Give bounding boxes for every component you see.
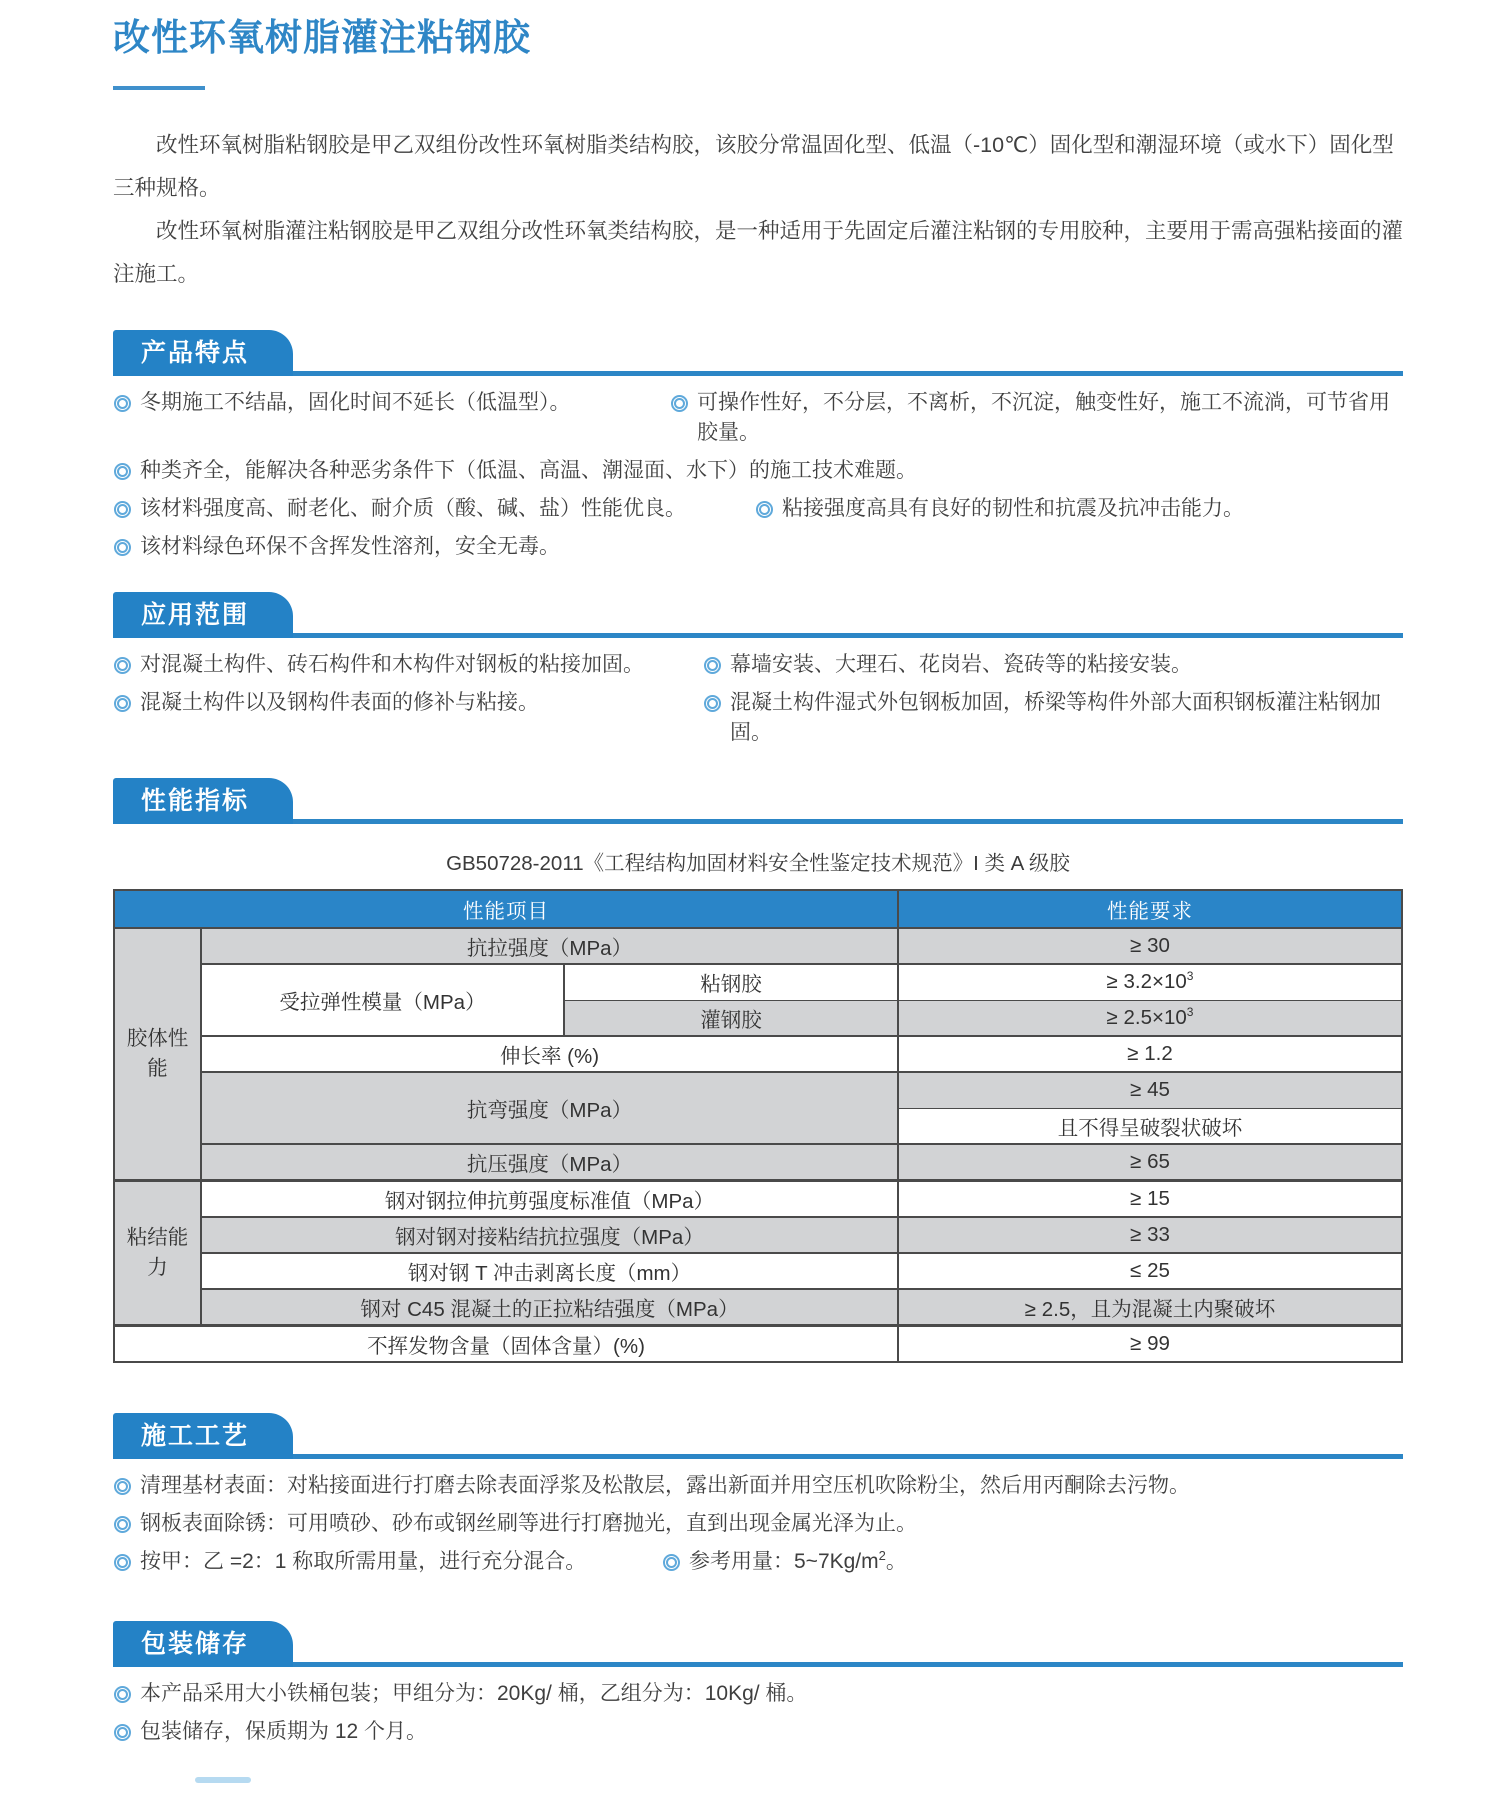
property-cell: 受拉弹性模量（MPa） xyxy=(201,964,564,1036)
bullseye-icon xyxy=(671,395,688,412)
sub-property-cell: 粘钢胶 xyxy=(564,964,898,1000)
group-cell-bonding-ability: 粘结能力 xyxy=(114,1181,201,1326)
bullseye-icon xyxy=(114,1554,131,1571)
bullet-text: 种类齐全，能解决各种恶劣条件下（低温、高温、潮湿面、水下）的施工技术难题。 xyxy=(140,459,917,482)
list-row xyxy=(113,456,1403,486)
bullet-text-usage: 参考用量：$5\sim 7Kg/m^2$。 xyxy=(689,1548,907,1573)
bullseye-icon xyxy=(704,657,721,674)
bullet-text: 本产品采用大小铁桶包装；甲组分为：20Kg/ 桶，乙组分为：10Kg/ 桶。 xyxy=(140,1682,808,1705)
page-title: 改性环氧树脂灌注粘钢胶 xyxy=(113,17,531,58)
property-cell: 钢对 C45 混凝土的正拉粘结强度（MPa） xyxy=(201,1289,898,1326)
bullet-text: 清理基材表面：对粘接面进行打磨去除表面浮浆及松散层，露出新面并用空压机吹除粉尘，然后用丙酮除去污物。 xyxy=(140,1474,1190,1497)
intro-block xyxy=(113,124,1403,296)
list-item xyxy=(703,688,1403,748)
section-process xyxy=(113,1413,1403,1577)
bullseye-icon xyxy=(114,1724,131,1741)
list-item xyxy=(113,456,917,486)
table-row xyxy=(114,1181,1402,1218)
list-item xyxy=(662,1547,907,1577)
bullet-text: 该材料强度高、耐老化、耐介质（酸、碱、盐）性能优良。 xyxy=(140,497,686,520)
table-header-row xyxy=(114,890,1402,928)
list-item xyxy=(670,388,1403,448)
list-row xyxy=(113,688,1403,748)
section-header-packaging xyxy=(113,1621,1403,1667)
features-list xyxy=(113,388,1403,562)
section-header-features xyxy=(113,330,1403,376)
section-performance xyxy=(113,778,1403,1363)
list-item xyxy=(113,1717,427,1747)
property-cell: 钢对钢拉伸抗剪强度标准值（MPa） xyxy=(201,1181,898,1218)
bullseye-icon xyxy=(663,1554,680,1571)
requirement-cell: ≥ 45 xyxy=(898,1072,1402,1108)
superscript: 3 xyxy=(1186,969,1194,984)
requirement-cell: ≤ 25 xyxy=(898,1253,1402,1289)
list-row xyxy=(113,532,1403,562)
performance-table xyxy=(113,889,1403,1363)
section-badge-packaging: 包装储存 xyxy=(113,1621,293,1667)
bullet-text: 混凝土构件以及钢构件表面的修补与粘接。 xyxy=(140,691,539,714)
list-row xyxy=(113,494,1403,524)
section-badge-applications: 应用范围 xyxy=(113,592,293,638)
table-row xyxy=(114,1253,1402,1289)
process-list xyxy=(113,1471,1403,1577)
list-item xyxy=(703,650,1192,680)
requirement-cell: ≥ 30 xyxy=(898,928,1402,964)
sub-property-cell: 灌钢胶 xyxy=(564,1000,898,1036)
column-header-requirement: 性能要求 xyxy=(898,890,1402,928)
superscript: 2 xyxy=(878,1548,886,1563)
bullseye-icon xyxy=(114,463,131,480)
requirement-cell: ≥ 33 xyxy=(898,1217,1402,1253)
column-header-item: 性能项目 xyxy=(114,890,898,928)
list-item xyxy=(113,494,755,524)
property-cell: 钢对钢对接粘结抗拉强度（MPa） xyxy=(201,1217,898,1253)
bullseye-icon xyxy=(704,695,721,712)
property-cell: 伸长率 (%) xyxy=(201,1036,898,1072)
bullseye-icon xyxy=(114,539,131,556)
list-item xyxy=(113,650,703,680)
section-badge-features: 产品特点 xyxy=(113,330,293,376)
cut-off-next-section-badge xyxy=(195,1777,251,1783)
table-row xyxy=(114,964,1402,1000)
section-rule xyxy=(293,819,1403,824)
list-item xyxy=(113,1471,1190,1501)
property-cell: 抗拉强度（MPa） xyxy=(201,928,898,964)
bullet-text: 包装储存，保质期为 12 个月。 xyxy=(140,1720,428,1743)
bullseye-icon xyxy=(756,501,773,518)
property-cell: 抗弯强度（MPa） xyxy=(201,1072,898,1144)
table-row xyxy=(114,1144,1402,1181)
bullet-text: 冬期施工不结晶，固化时间不延长（低温型）。 xyxy=(140,391,571,414)
table-row xyxy=(114,928,1402,964)
superscript: 3 xyxy=(1186,1004,1194,1019)
section-header-performance xyxy=(113,778,1403,824)
requirement-cell: 且不得呈破裂状破坏 xyxy=(898,1108,1402,1144)
bullet-text: 钢板表面除锈：可用喷砂、砂布或钢丝刷等进行打磨抛光，直到出现金属光泽为止。 xyxy=(140,1512,917,1535)
requirement-cell: ≥ 99 xyxy=(898,1326,1402,1363)
requirement-cell: ≥ 15 xyxy=(898,1181,1402,1218)
section-header-process xyxy=(113,1413,1403,1459)
list-row xyxy=(113,1509,1403,1539)
bullet-text: 对混凝土构件、砖石构件和木构件对钢板的粘接加固。 xyxy=(140,653,644,676)
intro-paragraph-1: 改性环氧树脂粘钢胶是甲乙双组份改性环氧树脂类结构胶，该胶分常温固化型、低温（-10℃）固化型和潮湿环境（或水下）固化型三种规格。 xyxy=(113,133,1394,200)
bullseye-icon xyxy=(114,695,131,712)
section-rule xyxy=(293,633,1403,638)
section-packaging xyxy=(113,1621,1403,1747)
bullet-text: 该材料绿色环保不含挥发性溶剂，安全无毒。 xyxy=(140,535,560,558)
section-rule xyxy=(293,1454,1403,1459)
requirement-cell: ≥ 1.2 xyxy=(898,1036,1402,1072)
intro-paragraph-2: 改性环氧树脂灌注粘钢胶是甲乙双组分改性环氧类结构胶，是一种适用于先固定后灌注粘钢的专用胶种，主要用于需高强粘接面的灌注施工。 xyxy=(113,219,1404,286)
bullet-text: 混凝土构件湿式外包钢板加固，桥梁等构件外部大面积钢板灌注粘钢加固。 xyxy=(730,691,1381,744)
list-item xyxy=(113,532,560,562)
table-row xyxy=(114,1072,1402,1108)
list-row xyxy=(113,650,1403,680)
group-cell-body-performance: 胶体性能 xyxy=(114,928,201,1181)
list-item xyxy=(113,688,703,718)
section-applications xyxy=(113,592,1403,748)
section-header-applications xyxy=(113,592,1403,638)
applications-list xyxy=(113,650,1403,748)
requirement-cell: ≥ $2.5\times 10^3$ xyxy=(898,1000,1402,1036)
section-features xyxy=(113,330,1403,562)
bullet-text: 幕墙安装、大理石、花岗岩、瓷砖等的粘接安装。 xyxy=(730,653,1192,676)
list-item xyxy=(113,388,670,418)
requirement-cell: ≥ 65 xyxy=(898,1144,1402,1181)
bullseye-icon xyxy=(114,501,131,518)
section-rule xyxy=(293,371,1403,376)
list-row xyxy=(113,388,1403,448)
list-row xyxy=(113,1547,1403,1577)
bullseye-icon xyxy=(114,657,131,674)
section-badge-process: 施工工艺 xyxy=(113,1413,293,1459)
table-row xyxy=(114,1326,1402,1363)
table-caption: GB50728-2011《工程结构加固材料安全性鉴定技术规范》I 类 A 级胶 xyxy=(446,852,1070,875)
section-rule xyxy=(293,1662,1403,1667)
bullet-text: 可操作性好，不分层，不离析，不沉淀，触变性好，施工不流淌，可节省用胶量。 xyxy=(697,391,1390,444)
list-row xyxy=(113,1717,1403,1747)
bullseye-icon xyxy=(114,1516,131,1533)
bullet-text: 粘接强度高具有良好的韧性和抗震及抗冲击能力。 xyxy=(782,497,1244,520)
property-cell: 钢对钢 T 冲击剥离长度（mm） xyxy=(201,1253,898,1289)
table-row xyxy=(114,1217,1402,1253)
list-item xyxy=(113,1547,662,1577)
requirement-cell: ≥ 2.5，且为混凝土内聚破坏 xyxy=(898,1289,1402,1326)
table-row xyxy=(114,1036,1402,1072)
list-item xyxy=(755,494,1244,524)
packaging-list xyxy=(113,1679,1403,1747)
title-underline xyxy=(113,86,205,90)
bullet-text: 按甲：乙 =2：1 称取所需用量，进行充分混合。 xyxy=(140,1550,587,1573)
list-item xyxy=(113,1679,807,1709)
list-item xyxy=(113,1509,917,1539)
bullseye-icon xyxy=(114,1686,131,1703)
bullseye-icon xyxy=(114,395,131,412)
list-row xyxy=(113,1471,1403,1501)
bullseye-icon xyxy=(114,1478,131,1495)
section-badge-performance: 性能指标 xyxy=(113,778,293,824)
list-row xyxy=(113,1679,1403,1709)
property-cell: 不挥发物含量（固体含量）(%) xyxy=(114,1326,898,1363)
table-row xyxy=(114,1289,1402,1326)
property-cell: 抗压强度（MPa） xyxy=(201,1144,898,1181)
requirement-cell: ≥ $3.2\times 10^3$ xyxy=(898,964,1402,1000)
